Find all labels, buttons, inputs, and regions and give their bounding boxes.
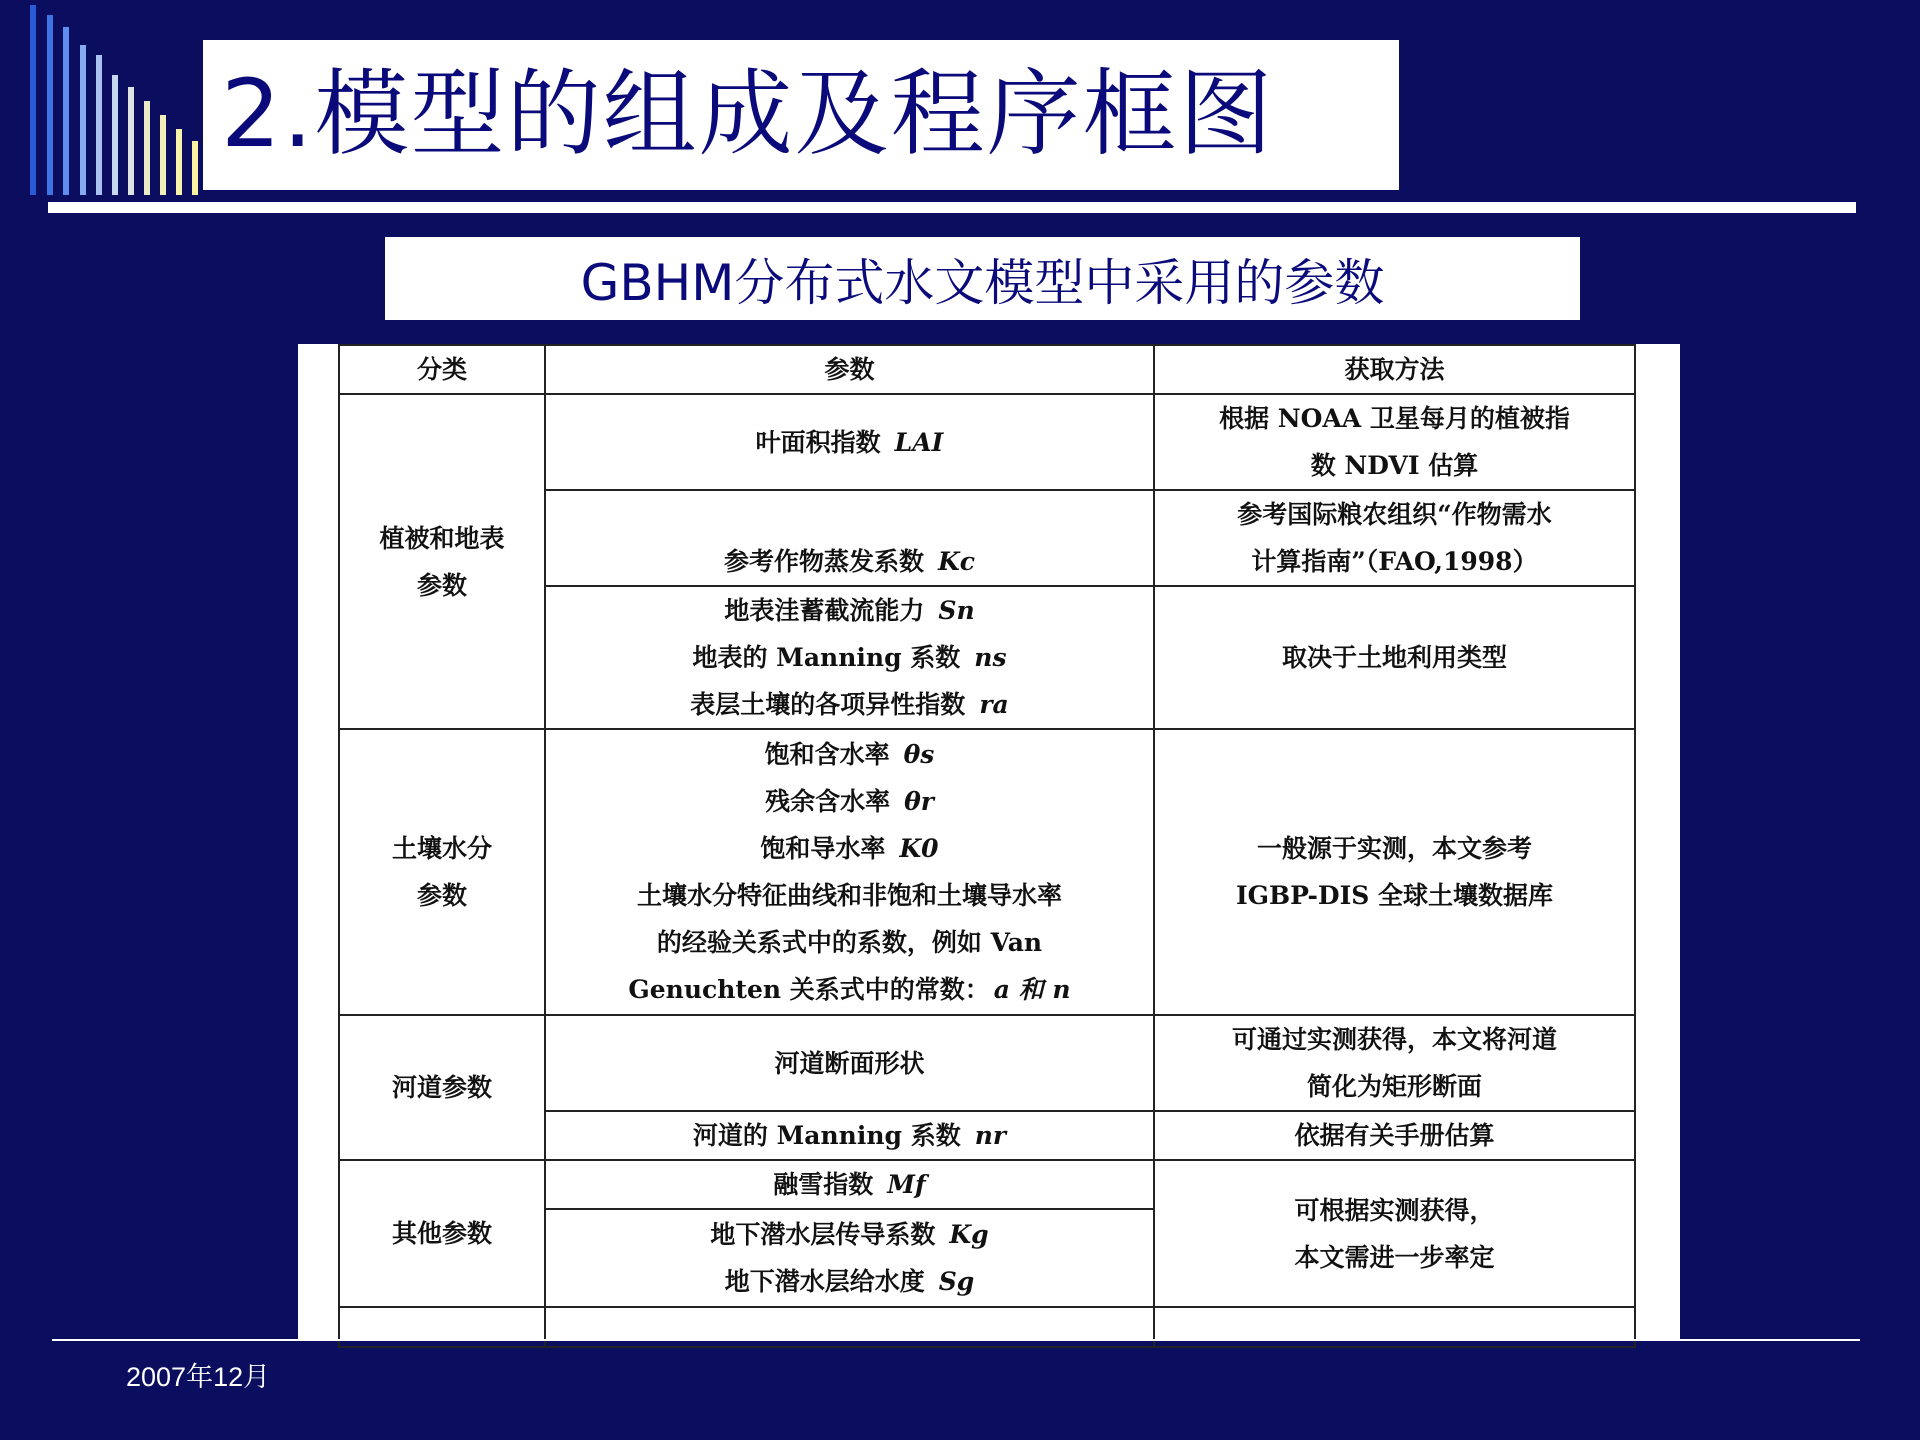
parameter-name: 表层土壤的各项异性指数 bbox=[690, 690, 966, 719]
parameter-symbol: nr bbox=[974, 1121, 1007, 1150]
parameter-name: 融雪指数 bbox=[773, 1170, 874, 1199]
parameter-name: 饱和含水率 bbox=[764, 740, 890, 769]
parameter-symbol: a 和 n bbox=[993, 975, 1071, 1004]
parameter-symbol: Sn bbox=[938, 596, 975, 625]
method-cell: 取决于土地利用类型 bbox=[1154, 586, 1635, 729]
title-divider bbox=[48, 202, 1856, 213]
method-text: 本文需进一步率定 bbox=[1294, 1242, 1495, 1272]
parameter-cell bbox=[545, 394, 1154, 490]
parameter-symbol: LAI bbox=[894, 427, 944, 457]
empty-cell bbox=[1154, 1307, 1635, 1347]
parameter-symbol: θs bbox=[903, 740, 935, 769]
footer-divider bbox=[52, 1339, 1860, 1341]
parameter-name: 土壤水分特征曲线和非饱和土壤导水率 bbox=[636, 881, 1062, 910]
footer-date: 2007年12月 bbox=[126, 1362, 271, 1392]
category-label: 参数 bbox=[416, 881, 467, 910]
method-text: 一般源于实测，本文参考 bbox=[1256, 834, 1532, 863]
method-text: 可根据实测获得， bbox=[1294, 1195, 1495, 1225]
parameter-table bbox=[338, 344, 1636, 1348]
parameter-symbol: Kc bbox=[938, 547, 975, 576]
method-text: 简化为矩形断面 bbox=[1306, 1072, 1482, 1101]
parameter-name: 地表的 Manning 系数 bbox=[692, 643, 961, 672]
parameter-cell bbox=[545, 1160, 1154, 1209]
parameter-name: 地表洼蓄截流能力 bbox=[724, 596, 925, 625]
parameter-symbol: Sg bbox=[938, 1267, 975, 1296]
category-label: 参数 bbox=[416, 570, 467, 600]
parameter-cell bbox=[545, 729, 1154, 1015]
method-cell bbox=[1154, 729, 1635, 1015]
category-cell: 其他参数 bbox=[339, 1160, 545, 1307]
parameter-name: 参考作物蒸发系数 bbox=[724, 547, 925, 576]
decorative-bars bbox=[0, 0, 210, 195]
header-parameter: 参数 bbox=[545, 345, 1154, 394]
table-row bbox=[339, 1160, 1635, 1209]
title-box bbox=[203, 40, 1399, 190]
parameter-cell bbox=[545, 1209, 1154, 1307]
parameter-symbol: Kg bbox=[949, 1220, 989, 1249]
parameter-symbol: ra bbox=[979, 690, 1009, 719]
method-text: 根据 NOAA 卫星每月的植被指 bbox=[1219, 404, 1570, 433]
method-text: 数 NDVI 估算 bbox=[1310, 451, 1479, 480]
parameter-name: 饱和导水率 bbox=[760, 834, 886, 863]
parameter-name: 残余含水率 bbox=[765, 787, 891, 816]
category-cell bbox=[339, 729, 545, 1015]
parameter-symbol: Mf bbox=[887, 1170, 926, 1199]
table-row bbox=[339, 729, 1635, 1015]
table-row bbox=[339, 1015, 1635, 1111]
table-caption: GBHM分布式水文模型中采用的参数 bbox=[580, 253, 1385, 312]
method-text: 可通过实测获得，本文将河道 bbox=[1231, 1025, 1557, 1054]
method-text: IGBP-DIS 全球土壤数据库 bbox=[1235, 881, 1554, 910]
parameter-name: 的经验关系式中的系数，例如 Van bbox=[656, 928, 1043, 957]
page-title: 2.模型的组成及程序框图 bbox=[221, 60, 1275, 169]
empty-cell bbox=[545, 1307, 1154, 1347]
method-cell bbox=[1154, 490, 1635, 586]
category-label: 植被和地表 bbox=[379, 523, 505, 553]
parameter-symbol: ns bbox=[974, 643, 1007, 672]
table-header-row bbox=[339, 345, 1635, 394]
header-method: 获取方法 bbox=[1154, 345, 1635, 394]
parameter-name: 河道的 Manning 系数 bbox=[692, 1121, 961, 1150]
category-cell bbox=[339, 394, 545, 729]
category-label: 土壤水分 bbox=[391, 834, 492, 863]
table-row bbox=[339, 394, 1635, 490]
method-cell bbox=[1154, 394, 1635, 490]
method-text: 计算指南”（FAO,1998） bbox=[1251, 547, 1538, 576]
parameter-name: Genuchten 关系式中的常数： bbox=[628, 975, 990, 1004]
parameter-symbol: θr bbox=[904, 787, 934, 816]
empty-cell bbox=[339, 1307, 545, 1347]
subtitle-box bbox=[385, 237, 1580, 320]
parameter-cell bbox=[545, 490, 1154, 586]
method-cell: 依据有关手册估算 bbox=[1154, 1111, 1635, 1160]
header-category: 分类 bbox=[339, 345, 545, 394]
parameter-name: 地下潜水层给水度 bbox=[724, 1267, 925, 1296]
parameter-cell bbox=[545, 586, 1154, 729]
parameter-symbol: K0 bbox=[899, 834, 939, 863]
category-cell: 河道参数 bbox=[339, 1015, 545, 1160]
parameter-name: 叶面积指数 bbox=[755, 427, 881, 457]
method-text: 参考国际粮农组织“作物需水 bbox=[1237, 500, 1552, 529]
method-cell bbox=[1154, 1160, 1635, 1307]
table-row-empty bbox=[339, 1307, 1635, 1347]
table-panel bbox=[298, 344, 1680, 1340]
method-cell bbox=[1154, 1015, 1635, 1111]
parameter-name: 地下潜水层传导系数 bbox=[710, 1220, 936, 1249]
parameter-cell bbox=[545, 1111, 1154, 1160]
parameter-cell: 河道断面形状 bbox=[545, 1015, 1154, 1111]
